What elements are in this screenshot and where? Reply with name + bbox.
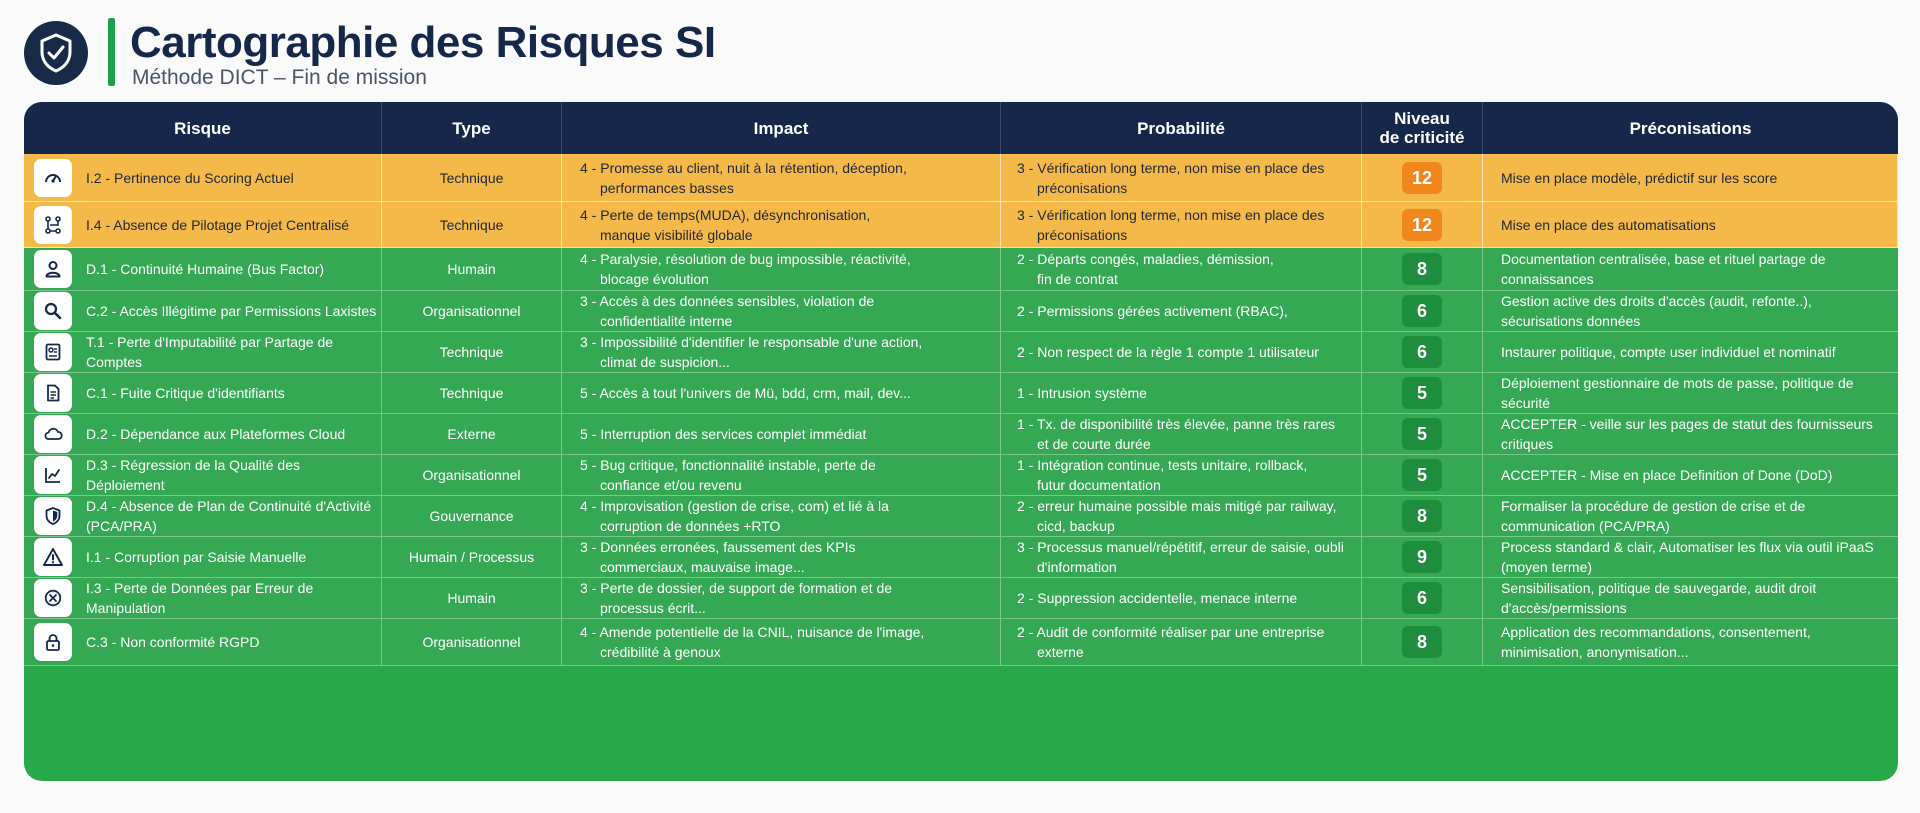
- cell-line: 2 - Permissions gérées activement (RBAC),: [1017, 303, 1288, 319]
- risk-name: I.3 - Perte de Données par Erreur de Manipulation: [86, 580, 314, 616]
- risk-name: D.4 - Absence de Plan de Continuité d'Activité (PCA/PRA): [86, 498, 372, 534]
- table-row: [24, 332, 1898, 373]
- criticality-cell: [1362, 248, 1483, 290]
- cell-text: [1017, 496, 1337, 536]
- criticality-cell: [1362, 496, 1483, 536]
- impact-cell: [562, 414, 1001, 454]
- type-cell: Technique: [382, 202, 562, 247]
- recommendation-cell: ACCEPTER - veille sur les pages de statut des fournisseurs critiques: [1501, 416, 1873, 452]
- recommendation-cell: Instaurer politique, compte user individuel et nominatif: [1501, 344, 1836, 360]
- impact-cell: [562, 578, 1001, 618]
- criticality-cell: [1362, 332, 1483, 372]
- probability-cell: [1001, 619, 1362, 665]
- risk-name: D.2 - Dépendance aux Plateformes Cloud: [86, 426, 346, 442]
- cell-line: cicd, backup: [1037, 518, 1115, 534]
- column-header-probabilite: Probabilité: [1001, 102, 1362, 154]
- risk-table: [24, 102, 1898, 781]
- criticality-cell: [1362, 619, 1483, 665]
- cell-line: préconisations: [1037, 179, 1128, 196]
- impact-cell: [562, 154, 1001, 201]
- recommendation-cell: Formaliser la procédure de gestion de crise et de communication (PCA/PRA): [1501, 498, 1806, 534]
- type-cell: Organisationnel: [382, 291, 562, 331]
- risk-name: I.2 - Pertinence du Scoring Actuel: [86, 169, 294, 186]
- criticality-badge: 8: [1402, 626, 1442, 658]
- cell-line: 2 - Départs congés, maladies, démission,: [1017, 251, 1274, 267]
- cell-text: [1017, 588, 1297, 608]
- criticality-badge: 5: [1402, 418, 1442, 450]
- cell-line: externe: [1037, 644, 1084, 660]
- criticality-badge: 6: [1402, 582, 1442, 614]
- cloud-icon: [34, 415, 72, 453]
- cell-line: confidentialité interne: [600, 313, 733, 329]
- cell-text: [580, 537, 855, 577]
- cell-text: [1017, 383, 1147, 403]
- recommendation-cell: Documentation centralisée, base et rituel partage de connaissances: [1501, 251, 1826, 287]
- table-row: [24, 154, 1898, 202]
- type-cell: Externe: [382, 414, 562, 454]
- cell-text: [580, 205, 870, 245]
- probability-cell: [1001, 578, 1362, 618]
- type-cell: Organisationnel: [382, 619, 562, 665]
- cell-line: 3 - Processus manuel/répétitif, erreur de saisie, oubli: [1017, 539, 1344, 555]
- cell-text: [580, 424, 866, 444]
- impact-cell: [562, 537, 1001, 577]
- column-header-niveau: Niveau de criticité: [1362, 102, 1483, 154]
- criticality-badge: 5: [1402, 377, 1442, 409]
- recommendation-cell: Gestion active des droits d'accès (audit, refonte..), sécurisations données: [1501, 293, 1812, 329]
- risk-cell: [24, 619, 382, 665]
- criticality-badge: 9: [1402, 541, 1442, 573]
- cell-line: fin de contrat: [1037, 271, 1118, 287]
- cell-line: et de courte durée: [1037, 436, 1151, 452]
- impact-cell: [562, 248, 1001, 290]
- cell-line: crédibilité à genoux: [600, 644, 721, 660]
- column-header-preconisations: Préconisations: [1629, 118, 1752, 138]
- column-header-risque: Risque: [24, 102, 382, 154]
- criticality-cell: [1362, 537, 1483, 577]
- cell-line: processus écrit...: [600, 600, 706, 616]
- risk-cell: [24, 248, 382, 290]
- impact-cell: [562, 202, 1001, 247]
- probability-cell: [1001, 496, 1362, 536]
- type-cell: Humain / Processus: [382, 537, 562, 577]
- cell-line: confiance et/ou revenu: [600, 477, 742, 493]
- document-icon: [34, 374, 72, 412]
- id-card-icon: [34, 333, 72, 371]
- cell-line: 5 - Bug critique, fonctionnalité instable, perte de: [580, 457, 876, 473]
- column-header-impact: Impact: [562, 102, 1001, 154]
- cell-line: préconisations: [1037, 226, 1128, 243]
- search-icon: [34, 292, 72, 330]
- recommendation-cell: Déploiement gestionnaire de mots de passe, politique de sécurité: [1501, 375, 1854, 411]
- risk-cell: [24, 537, 382, 577]
- risk-name: C.2 - Accès Illégitime par Permissions Laxistes: [86, 303, 377, 319]
- criticality-cell: [1362, 578, 1483, 618]
- cell-text: [580, 578, 892, 618]
- criticality-cell: [1362, 373, 1483, 413]
- criticality-cell: [1362, 414, 1483, 454]
- table-row: [24, 537, 1898, 578]
- lock-icon: [34, 623, 72, 661]
- cell-text: [580, 249, 911, 289]
- trend-chart-icon: [34, 456, 72, 494]
- risk-name: C.3 - Non conformité RGPD: [86, 634, 260, 650]
- cell-text: [580, 291, 874, 331]
- column-header-type: Type: [382, 102, 562, 154]
- table-row: [24, 373, 1898, 414]
- title-accent-bar: [108, 18, 115, 86]
- cell-text: [1017, 342, 1319, 362]
- cell-line: 4 - Amende potentielle de la CNIL, nuisance de l'image,: [580, 624, 925, 640]
- type-cell: Humain: [382, 248, 562, 290]
- risk-cell: [24, 202, 382, 247]
- project-network-icon: [34, 206, 72, 244]
- probability-cell: [1001, 202, 1362, 247]
- circle-x-icon: [34, 579, 72, 617]
- criticality-cell: [1362, 291, 1483, 331]
- cell-line: 2 - erreur humaine possible mais mitigé par railway,: [1017, 498, 1337, 514]
- cell-line: 4 - Paralysie, résolution de bug impossible, réactivité,: [580, 251, 911, 267]
- criticality-badge: 6: [1402, 336, 1442, 368]
- risk-name: T.1 - Perte d'Imputabilité par Partage de Comptes: [86, 334, 334, 370]
- criticality-cell: [1362, 154, 1483, 201]
- criticality-badge: 8: [1402, 253, 1442, 285]
- cell-line: 3 - Vérification long terme, non mise en place des: [1017, 159, 1325, 176]
- probability-cell: [1001, 154, 1362, 201]
- cell-line: 4 - Improvisation (gestion de crise, com) et lié à la: [580, 498, 889, 514]
- cell-line: 2 - Non respect de la règle 1 compte 1 utilisateur: [1017, 344, 1319, 360]
- cell-line: commerciaux, mauvaise image...: [600, 559, 805, 575]
- cell-text: [580, 332, 922, 372]
- table-row: [24, 248, 1898, 291]
- table-row: [24, 202, 1898, 248]
- cell-text: [1017, 158, 1324, 198]
- shield-check-icon: [24, 21, 88, 85]
- cell-text: [580, 496, 889, 536]
- cell-line: 3 - Données erronées, faussement des KPIs: [580, 539, 856, 555]
- page-header: [24, 18, 1904, 92]
- cell-line: 2 - Audit de conformité réaliser par une entreprise: [1017, 624, 1325, 640]
- risk-name: I.4 - Absence de Pilotage Projet Centralisé: [86, 216, 350, 233]
- type-cell: Technique: [382, 154, 562, 201]
- impact-cell: [562, 291, 1001, 331]
- cell-line: 5 - Interruption des services complet immédiat: [580, 426, 867, 442]
- probability-cell: [1001, 248, 1362, 290]
- cell-text: [580, 158, 907, 198]
- gauge-icon: [34, 159, 72, 197]
- warning-icon: [34, 538, 72, 576]
- probability-cell: [1001, 455, 1362, 495]
- cell-line: blocage évolution: [600, 271, 709, 287]
- table-row: [24, 455, 1898, 496]
- cell-text: [580, 622, 924, 662]
- risk-cell: [24, 578, 382, 618]
- table-row: [24, 578, 1898, 619]
- risk-cell: [24, 414, 382, 454]
- recommendation-cell: Process standard & clair, Automatiser les flux via outil iPaaS (moyen terme): [1501, 539, 1874, 575]
- cell-text: [1017, 205, 1324, 245]
- cell-text: [1017, 622, 1324, 662]
- cell-line: corruption de données +RTO: [600, 518, 781, 534]
- table-row: [24, 619, 1898, 666]
- probability-cell: [1001, 373, 1362, 413]
- risk-cell: [24, 332, 382, 372]
- risk-cell: [24, 291, 382, 331]
- cell-line: 1 - Tx. de disponibilité très élevée, panne très rares: [1017, 416, 1336, 432]
- page-subtitle: Méthode DICT – Fin de mission: [132, 66, 427, 89]
- criticality-badge: 5: [1402, 459, 1442, 491]
- risk-cell: [24, 455, 382, 495]
- page-title: Cartographie des Risques SI: [130, 18, 716, 67]
- table-row: [24, 414, 1898, 455]
- impact-cell: [562, 619, 1001, 665]
- recommendation-cell: Application des recommandations, consentement, minimisation, anonymisation...: [1501, 624, 1811, 660]
- cell-line: 4 - Perte de temps(MUDA), désynchronisation,: [580, 206, 871, 223]
- type-cell: Technique: [382, 332, 562, 372]
- criticality-cell: [1362, 202, 1483, 247]
- criticality-badge: 6: [1402, 295, 1442, 327]
- cell-line: futur documentation: [1037, 477, 1161, 493]
- type-cell: Organisationnel: [382, 455, 562, 495]
- table-header: [24, 102, 1898, 154]
- impact-cell: [562, 332, 1001, 372]
- cell-line: 3 - Vérification long terme, non mise en place des: [1017, 206, 1325, 223]
- recommendation-cell: ACCEPTER - Mise en place Definition of Done (DoD): [1501, 467, 1833, 483]
- cell-line: d'information: [1037, 559, 1117, 575]
- probability-cell: [1001, 414, 1362, 454]
- cell-line: 5 - Accès à tout l'univers de Mü, bdd, crm, mail, dev...: [580, 385, 911, 401]
- probability-cell: [1001, 537, 1362, 577]
- recommendation-cell: Sensibilisation, politique de sauvegarde, audit droit d'accès/permissions: [1501, 580, 1817, 616]
- risk-name: I.1 - Corruption par Saisie Manuelle: [86, 549, 307, 565]
- risk-name: D.1 - Continuité Humaine (Bus Factor): [86, 261, 325, 277]
- risk-cell: [24, 154, 382, 201]
- impact-cell: [562, 373, 1001, 413]
- cell-line: performances basses: [600, 179, 734, 196]
- probability-cell: [1001, 332, 1362, 372]
- cell-text: [1017, 301, 1288, 321]
- impact-cell: [562, 455, 1001, 495]
- criticality-badge: 12: [1402, 209, 1442, 241]
- shield-icon: [34, 497, 72, 535]
- cell-line: 4 - Promesse au client, nuit à la rétention, déception,: [580, 159, 907, 176]
- cell-text: [580, 455, 876, 495]
- cell-line: 3 - Impossibilité d'identifier le responsable d'une action,: [580, 334, 923, 350]
- criticality-badge: 12: [1402, 162, 1442, 194]
- table-row: [24, 291, 1898, 332]
- cell-line: 1 - Intrusion système: [1017, 385, 1147, 401]
- cell-line: manque visibilité globale: [600, 226, 753, 243]
- risk-name: D.3 - Régression de la Qualité des Déploiement: [86, 457, 300, 493]
- table-row: [24, 496, 1898, 537]
- risk-cell: [24, 496, 382, 536]
- recommendation-cell: Mise en place des automatisations: [1483, 202, 1898, 247]
- type-cell: Humain: [382, 578, 562, 618]
- cell-line: 3 - Accès à des données sensibles, violation de: [580, 293, 875, 309]
- cell-line: 2 - Suppression accidentelle, menace interne: [1017, 590, 1298, 606]
- cell-text: [1017, 455, 1307, 495]
- type-cell: Technique: [382, 373, 562, 413]
- criticality-cell: [1362, 455, 1483, 495]
- cell-text: [1017, 249, 1274, 289]
- criticality-badge: 8: [1402, 500, 1442, 532]
- risk-name: C.1 - Fuite Critique d'identifiants: [86, 385, 285, 401]
- cell-line: climat de suspicion...: [600, 354, 730, 370]
- risk-cell: [24, 373, 382, 413]
- cell-line: 1 - Intégration continue, tests unitaire, rollback,: [1017, 457, 1308, 473]
- type-cell: Gouvernance: [382, 496, 562, 536]
- cell-text: [1017, 537, 1344, 577]
- probability-cell: [1001, 291, 1362, 331]
- cell-text: [1017, 414, 1335, 454]
- table-body: [24, 154, 1898, 666]
- impact-cell: [562, 496, 1001, 536]
- cell-line: 3 - Perte de dossier, de support de formation et de: [580, 580, 893, 596]
- recommendation-cell: Mise en place modèle, prédictif sur les score: [1483, 154, 1898, 201]
- cell-text: [580, 383, 911, 403]
- user-icon: [34, 250, 72, 288]
